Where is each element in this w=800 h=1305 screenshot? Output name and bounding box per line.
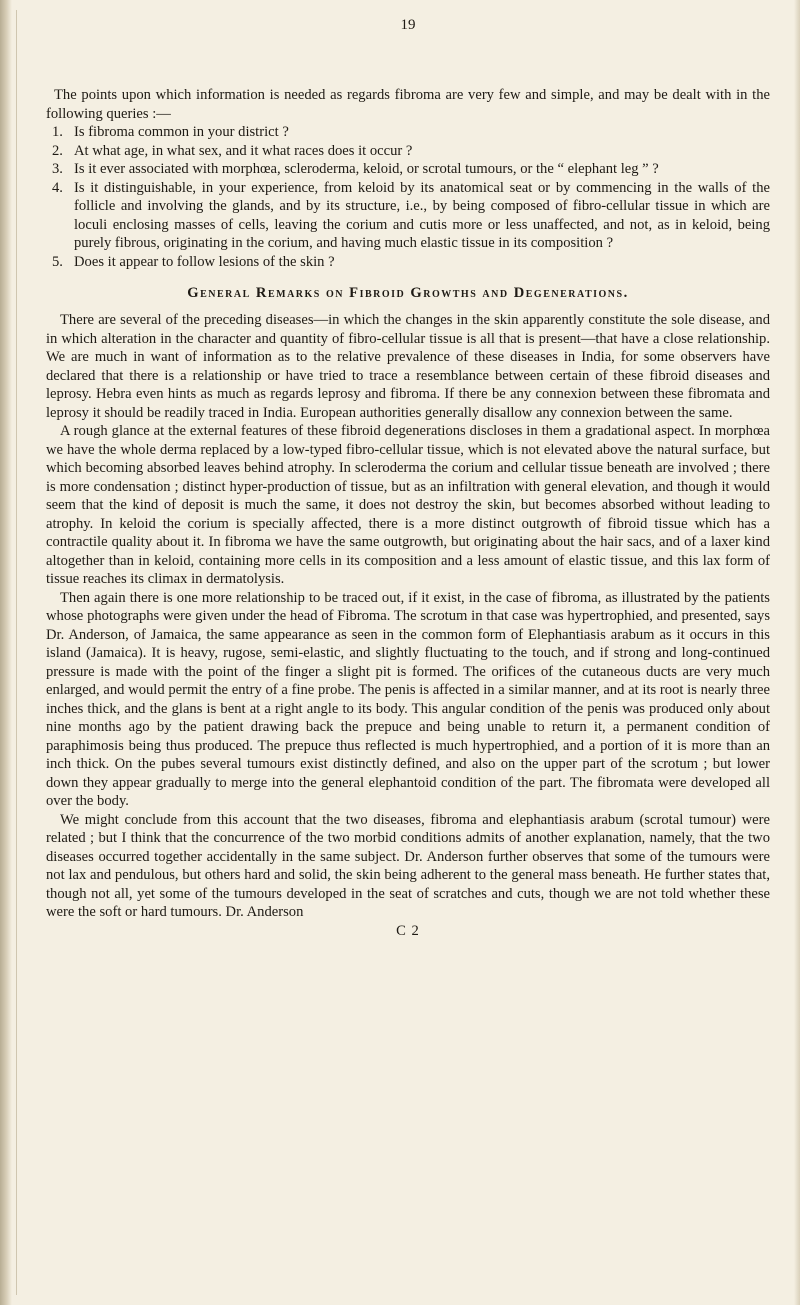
body-paragraph: We might conclude from this account that the two diseases, fibroma and elephantiasis arabum (scrotal tumour) were related ; but I think that the concurrence of the two morbid conditions admits of another explanation, namely, that the two diseases occurred together accidentally in the same subject. Dr. Anderson further observes that some of the tumours were not lax and pendulous, but others hard and solid, the skin being adherent to the general mass beneath. He further states that, though not all, yet some of the tumours developed in the seat of scratches and cuts, though we are not told whether these were the soft or hard tumours. Dr. Anderson: [46, 811, 770, 920]
query-text: Does it appear to follow lesions of the skin ?: [74, 253, 335, 270]
query-item: [46, 179, 770, 253]
query-text: Is fibroma common in your district ?: [74, 124, 289, 140]
page-right-edge: [794, 0, 800, 1305]
body-paragraph: There are several of the preceding diseases—in which the changes in the skin apparently constitute the sole disease, and in which alteration in the character and quantity of fibro-cellular tissue is all that is present—that have a close relationship. We are much in want of information as to the relative prevalence of these diseases in India, for some observers have declared that there is a relationship or have tried to trace a resemblance between certain of these fibroid diseases and leprosy. Hebra even hints as much as regards leprosy and fibroma. If there be any connexion between these fibromata and leprosy it should be readily traced in India. European authorities generally disallow any connexion between the same.: [46, 312, 770, 421]
query-item: [46, 160, 770, 179]
query-text: Is it distinguishable, in your experience, from keloid by its anatomical seat or by commencing in the walls of the follicle and involving the glands, and by its structure, i.e., by being composed of fibro-cellular tissue in which are loculi enclosing masses of cells, leaving the corium and cutis more or less unaffected, and not, as in keloid, being purely fibrous, originating in the corium, and having much elastic tissue in its composition ?: [74, 179, 770, 251]
binding-line: [16, 10, 17, 1295]
query-number: 4.: [52, 179, 63, 196]
query-text: Is it ever associated with morphœa, scleroderma, keloid, or scrotal tumours, or the “ elephant leg ” ?: [74, 161, 659, 177]
signature-mark: C 2: [396, 922, 420, 939]
query-number: 1.: [52, 124, 63, 140]
query-item: [46, 123, 770, 142]
query-text: At what age, in what sex, and it what races does it occur ?: [74, 142, 413, 159]
query-number: 5.: [52, 253, 63, 270]
queries-list: [46, 123, 770, 271]
page-binding-shadow: [0, 0, 12, 1305]
page-number: 19: [400, 17, 416, 33]
query-number: 2.: [52, 142, 63, 159]
query-item: [46, 142, 770, 161]
query-number: 3.: [52, 161, 63, 177]
intro-paragraph: The points upon which information is needed as regards fibroma are very few and simple, and may be dealt with in the following queries :—: [46, 87, 770, 122]
section-heading: General Remarks on Fibroid Growths and Degenerations.: [187, 285, 629, 301]
body-paragraph: Then again there is one more relationship to be traced out, if it exist, in the case of fibroma, as illustrated by the patients whose photographs were given under the head of Fibroma. The scrotum in that case was hypertrophied, and presented, says Dr. Anderson, of Jamaica, the same appearance as seen in the common form of Elephantiasis arabum as it occurs in this island (Jamaica). It is heavy, rugose, semi-elastic, and slightly fluctuating to the touch, and if strong and long-continued pressure is made with the point of the finger a slight pit is formed. The orifices of the cutaneous ducts are very much enlarged, and would permit the entry of a fine probe. The penis is affected in a similar manner, and at its root is nearly three inches thick, and the glans is bent at a right angle to its body. This angular condition of the penis was produced only about nine months ago by the patient drawing back the prepuce and being unable to return it, a permanent condition of paraphimosis being thus produced. The prepuce thus reflected is much hypertrophied, and a portion of it is more than an inch thick. On the pubes several tumours exist distinctly defined, and also on the upper part of the scrotum ; but lower down they appear gradually to merge into the general elephantoid condition of the part. The fibromata were developed all over the body.: [46, 589, 770, 809]
body-paragraph: A rough glance at the external features of these fibroid degenerations discloses in them a gradational aspect. In morphœa we have the whole derma replaced by a low-typed fibro-cellular tissue, which is not elevated above the natural surface, but which becoming absorbed leaves behind atrophy. In scleroderma the corium and cellular tissue beneath are involved ; there is more condensation ; distinct hyper-production of tissue, but as an infiltration with general elevation, and though it would seem that the kind of deposit is much the same, it does not destroy the skin, but becomes absorbed without leading to atrophy. In keloid the corium is specially affected, there is a more distinct outgrowth of fibroid tissue which has a contractile quality about it. In fibroma we have the same outgrowth, but originating about the hair sacs, and of a laxer kind altogether than in keloid, containing more cells in its composition and a less amount of elastic tissue, and this lax form of tissue reaches its climax in dermatolysis.: [46, 423, 770, 587]
book-page: [46, 12, 770, 940]
query-item: [46, 253, 770, 272]
